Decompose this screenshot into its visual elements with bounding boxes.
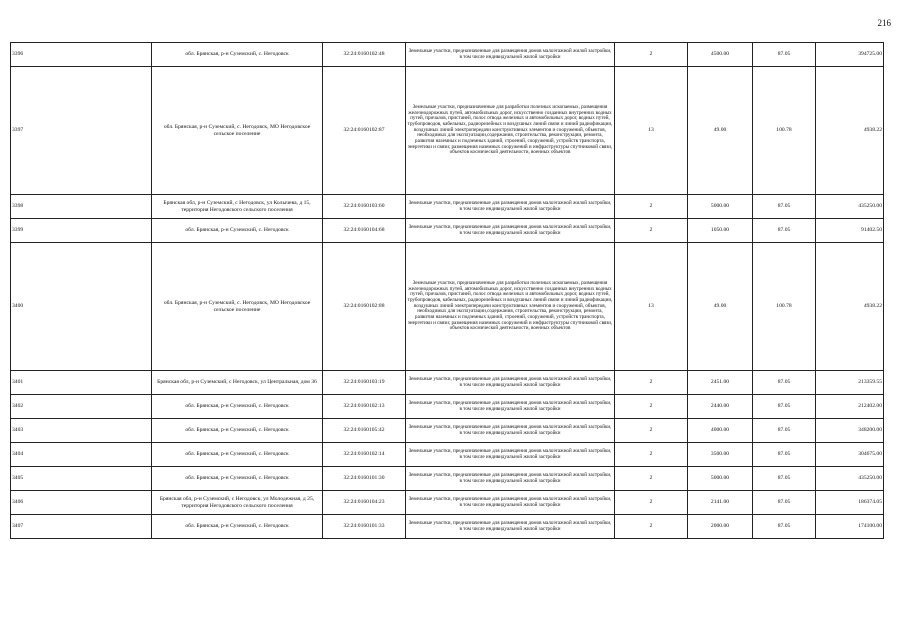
zone-group-cell: 13: [615, 243, 688, 371]
specific-value-cell: 87.05: [753, 419, 816, 443]
cadastral-value-cell: 91402.50: [816, 219, 884, 243]
land-registry-table: [10, 42, 884, 539]
zone-group-cell: 2: [615, 491, 688, 515]
specific-value-cell: 87.05: [753, 443, 816, 467]
zone-group-cell: 2: [615, 195, 688, 219]
cadastral-value-cell: 348200.00: [816, 419, 884, 443]
cadastral-number-cell: 32:24:0160104:23: [323, 491, 406, 515]
table-row: [11, 219, 884, 243]
table-row: [11, 67, 884, 195]
table-row: [11, 443, 884, 467]
record-number: 3402: [11, 395, 152, 419]
land-use-cell: Земельные участки, предназначенные для размещения домов малоэтажной жилой застройки, в том числе индивидуальной жилой застройки: [406, 371, 615, 395]
record-number: 3399: [11, 219, 152, 243]
land-use-cell: Земельные участки, предназначенные для размещения домов малоэтажной жилой застройки, в том числе индивидуальной жилой застройки: [406, 443, 615, 467]
cadastral-value-cell: 174100.00: [816, 515, 884, 539]
area-cell: 2000.00: [688, 515, 753, 539]
zone-group-cell: 13: [615, 67, 688, 195]
record-number: 3401: [11, 371, 152, 395]
table-row: [11, 371, 884, 395]
table-row: [11, 419, 884, 443]
cadastral-value-cell: 304675.00: [816, 443, 884, 467]
zone-group-cell: 2: [615, 467, 688, 491]
land-use-cell: Земельные участки, предназначенные для разработки полезных ископаемых, размещения железнодорожных путей, автомобильных дорог, искусственно созданных внутренних водных путей, причалов, пристаней, полос отвода железных и автомобильных дорог, водных путей, трубопроводов, кабельных, радиорелейных и воздушных линий связи и линий радиофикации, воздушных линий электропередачи конструктивных элементов и сооружений, объектов, необходимых для эксплуатации,содержания, строительства, реконструкции, ремонта, развития наземных и подземных зданий, строений, сооружений, устройств транспорта, энергетики и связи; размещения наземных сооружений и инфраструктуры спутниковой связи, объектов космической деятельности, военных объектов: [406, 243, 615, 371]
table-row: [11, 491, 884, 515]
page-number: 216: [877, 18, 891, 28]
cadastral-number-cell: 32:24:0160105:42: [323, 419, 406, 443]
area-cell: 2451.00: [688, 371, 753, 395]
zone-group-cell: 2: [615, 443, 688, 467]
land-use-cell: Земельные участки, предназначенные для размещения домов малоэтажной жилой застройки, в том числе индивидуальной жилой застройки: [406, 195, 615, 219]
area-cell: 5000.00: [688, 467, 753, 491]
cadastral-number-cell: 32:24:0160103:60: [323, 195, 406, 219]
cadastral-value-cell: 186374.05: [816, 491, 884, 515]
address-cell: обл. Брянская, р-н Суземский, с. Негодовск: [152, 419, 323, 443]
area-cell: 1050.00: [688, 219, 753, 243]
table-row: [11, 515, 884, 539]
address-cell: обл. Брянская, р-н Суземский, с. Негодовск: [152, 395, 323, 419]
address-cell: Брянская обл, р-н Суземский, с Негодовск, ул Колычева, д 15, территория Негодовского сельского поселения: [152, 195, 323, 219]
specific-value-cell: 100.78: [753, 67, 816, 195]
cadastral-number-cell: 32:24:0160104:68: [323, 219, 406, 243]
record-number: 3407: [11, 515, 152, 539]
address-cell: Брянская обл, р-н Суземский, с Негодовск, ул Центральная, дом 36: [152, 371, 323, 395]
record-number: 3398: [11, 195, 152, 219]
specific-value-cell: 87.05: [753, 395, 816, 419]
area-cell: 49.00: [688, 67, 753, 195]
cadastral-value-cell: 4938.22: [816, 67, 884, 195]
address-cell: Брянская обл, р-н Суземский, с Негодовск, ул Молодежная, д 25, территория Негодовского сельского поселения: [152, 491, 323, 515]
record-number: 3396: [11, 43, 152, 67]
specific-value-cell: 100.78: [753, 243, 816, 371]
cadastral-number-cell: 32:24:0160102:13: [323, 395, 406, 419]
cadastral-number-cell: 32:24:0160102:48: [323, 43, 406, 67]
area-cell: 49.00: [688, 243, 753, 371]
cadastral-number-cell: 32:24:0160102:88: [323, 243, 406, 371]
land-use-cell: Земельные участки, предназначенные для разработки полезных ископаемых, размещения железнодорожных путей, автомобильных дорог, искусственно созданных внутренних водных путей, причалов, пристаней, полос отвода железных и автомобильных дорог, водных путей, трубопроводов, кабельных, радиорелейных и воздушных линий связи и линий радиофикации, воздушных линий электропередачи конструктивных элементов и сооружений, объектов, необходимых для эксплуатации,содержания, строительства, реконструкции, ремонта, развития наземных и подземных зданий, строений, сооружений, устройств транспорта, энергетики и связи; размещения наземных сооружений и инфраструктуры спутниковой связи, объектов космической деятельности, военных объектов: [406, 67, 615, 195]
zone-group-cell: 2: [615, 371, 688, 395]
land-use-cell: Земельные участки, предназначенные для размещения домов малоэтажной жилой застройки, в том числе индивидуальной жилой застройки: [406, 515, 615, 539]
cadastral-number-cell: 32:24:0160102:14: [323, 443, 406, 467]
cadastral-number-cell: 32:24:0160101:33: [323, 515, 406, 539]
table-row: [11, 243, 884, 371]
record-number: 3406: [11, 491, 152, 515]
cadastral-value-cell: 394725.00: [816, 43, 884, 67]
area-cell: 5000.00: [688, 195, 753, 219]
zone-group-cell: 2: [615, 43, 688, 67]
specific-value-cell: 87.05: [753, 219, 816, 243]
address-cell: обл. Брянская, р-н Суземский, с. Негодовск: [152, 443, 323, 467]
record-number: 3400: [11, 243, 152, 371]
table-row: [11, 395, 884, 419]
land-use-cell: Земельные участки, предназначенные для размещения домов малоэтажной жилой застройки, в том числе индивидуальной жилой застройки: [406, 491, 615, 515]
area-cell: 3500.00: [688, 443, 753, 467]
area-cell: 4000.00: [688, 419, 753, 443]
address-cell: обл. Брянская, р-н Суземский, с. Негодовск: [152, 219, 323, 243]
address-cell: обл. Брянская, р-н Суземский, с. Негодовск: [152, 43, 323, 67]
table-row: [11, 195, 884, 219]
cadastral-number-cell: 32:24:0160102:87: [323, 67, 406, 195]
zone-group-cell: 2: [615, 395, 688, 419]
cadastral-number-cell: 32:24:0160101:30: [323, 467, 406, 491]
specific-value-cell: 87.05: [753, 371, 816, 395]
table-row: [11, 467, 884, 491]
record-number: 3397: [11, 67, 152, 195]
cadastral-value-cell: 435250.00: [816, 195, 884, 219]
cadastral-value-cell: 4938.22: [816, 243, 884, 371]
cadastral-value-cell: 213359.55: [816, 371, 884, 395]
cadastral-value-cell: 212402.00: [816, 395, 884, 419]
land-use-cell: Земельные участки, предназначенные для размещения домов малоэтажной жилой застройки, в том числе индивидуальной жилой застройки: [406, 395, 615, 419]
specific-value-cell: 87.05: [753, 43, 816, 67]
address-cell: обл. Брянская, р-н Суземский, с. Негодовск: [152, 467, 323, 491]
area-cell: 4500.00: [688, 43, 753, 67]
record-number: 3405: [11, 467, 152, 491]
zone-group-cell: 2: [615, 219, 688, 243]
table-body: [11, 43, 884, 539]
cadastral-number-cell: 32:24:0160103:19: [323, 371, 406, 395]
table-row: [11, 43, 884, 67]
specific-value-cell: 87.05: [753, 195, 816, 219]
area-cell: 2141.00: [688, 491, 753, 515]
zone-group-cell: 2: [615, 515, 688, 539]
record-number: 3403: [11, 419, 152, 443]
specific-value-cell: 87.05: [753, 491, 816, 515]
land-use-cell: Земельные участки, предназначенные для размещения домов малоэтажной жилой застройки, в том числе индивидуальной жилой застройки: [406, 467, 615, 491]
cadastral-value-cell: 435250.00: [816, 467, 884, 491]
land-use-cell: Земельные участки, предназначенные для размещения домов малоэтажной жилой застройки, в том числе индивидуальной жилой застройки: [406, 419, 615, 443]
specific-value-cell: 87.05: [753, 515, 816, 539]
land-use-cell: Земельные участки, предназначенные для размещения домов малоэтажной жилой застройки, в том числе индивидуальной жилой застройки: [406, 219, 615, 243]
record-number: 3404: [11, 443, 152, 467]
land-use-cell: Земельные участки, предназначенные для размещения домов малоэтажной жилой застройки, в том числе индивидуальной жилой застройки: [406, 43, 615, 67]
zone-group-cell: 2: [615, 419, 688, 443]
address-cell: обл. Брянская, р-н Суземский, с. Негодовск, МО Негодовское сельское поселение: [152, 67, 323, 195]
area-cell: 2440.00: [688, 395, 753, 419]
address-cell: обл. Брянская, р-н Суземский, с. Негодовск, МО Негодовское сельское поселение: [152, 243, 323, 371]
address-cell: обл. Брянская, р-н Суземский, с. Негодовск: [152, 515, 323, 539]
specific-value-cell: 87.05: [753, 467, 816, 491]
